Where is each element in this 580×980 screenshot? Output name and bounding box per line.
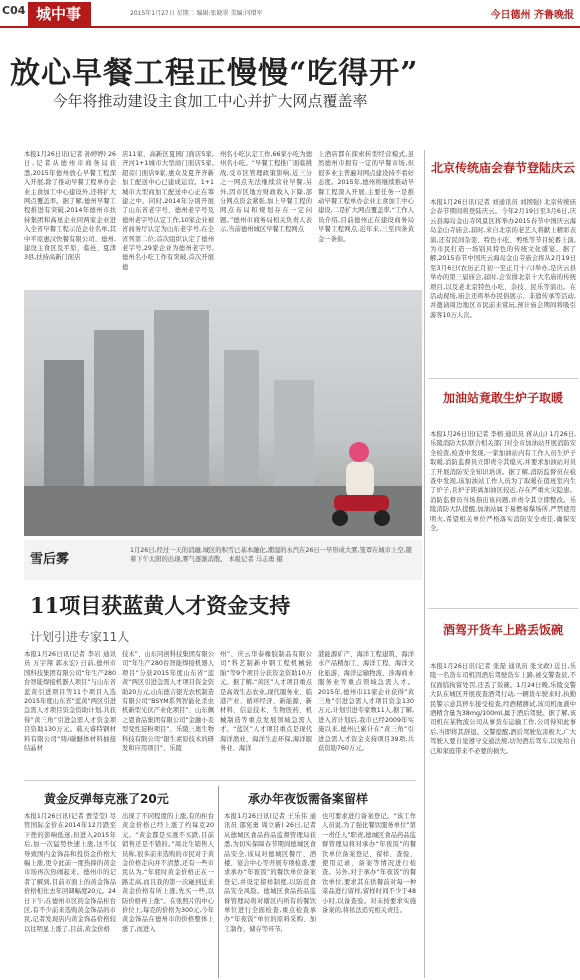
section-title: 城中事 (28, 2, 91, 26)
photo-title: 雪后雾 (30, 552, 70, 567)
newspaper-logo: 今日德州 齐鲁晚报 (490, 10, 574, 21)
lead-column-4: 上酒店都在探索转型经营模式,虽然德州市拥有一定的早餐市场,但很多业主普遍对网点建设持不看好态度。2015年,德州将继续推动早餐工程深入开展,主要任务一是推动早餐工程单办企业主食加工中心建设,二是扩大网点覆盖率,“工作人员介绍,目前德州正在建设商务局早餐工程网点,近年来,三至四条黄金一条街。 (318, 151, 414, 243)
divider (428, 608, 578, 609)
sidebar-text-3: 本报1月26日讯(记者 张磊 通讯员 张文政) 近日,乐陵一名货车司机因酒后驾驶货车上路,被交警查获,不仅面临拘留处罚,还丢了饭碗。1月24日晚,乐陵交警大队在城区开展夜查酒驾行动,一辆货车驶来时,执勤民警示意其停车接受检查,经酒精测试,该司机血液中酒精含量为38mg/100ml,属于酒后驾驶。据了解,该司机在某物流公司从事货车运输工作,公司得知此事后,当即将其辞退。交警提醒,酒后驾驶危害极大,广大驾驶人要自觉遵守交通法规,切勿酒后驾车,以免给自己和家庭带来不必要的损失。 (430, 663, 576, 755)
news-photo-foggy-street (24, 290, 422, 536)
scooter-rider-icon (324, 440, 394, 530)
talent-column-2: 技术”、山东同创科技集团有限公司“年生产280台智能焊接机器人项目”分获2015年度山东省“蓝黄”两区引进急需人才项目资金资助20万元,山东德吉银光农机制造有限公司“BSYM系列智能化杀虫机新型光伏产业化项目”、山东佩之恩食品集团有限公司“金融小麦型变性淀粉项目”、乐陵三奥生物科技有限公司“银生素原技术的研发和应用项目”、乐陵 (122, 651, 214, 753)
lead-headline: 放心早餐工程正慢慢“吃得开” (10, 56, 419, 91)
lead-column-1: 本报1月26日讯(记者 孙婷婷) 26日,记者从德州市商务局获悉,2015年德州放心早餐工程深入开展,除了推动早餐工程单办企业主食加工中心建设外,还将扩大网点覆盖率。据了解,德州早餐工程推进有突破,2014年德州市扶持集团和高星企业同两家企业进入全省早餐工程示范企业名单,其中平原惠汉快餐有限公司、德州,建设主食区及平原、临邑、夏津3县,扶持高新门面店 (24, 151, 116, 262)
lead-subheadline: 今年将推动建设主食加工中心并扩大网点覆盖率 (52, 92, 368, 110)
divider (218, 786, 219, 978)
newyear-column-1: 本报1月26日讯(记者 王乐伟 通讯员 邵宪勇 周立新) 26日,记者从德城区食品药品监督管理局获悉,为切实保障春节期间德城区食品安全,该局对德城区餐厅、酒楼、宴会中心等开展专项检查,要求承办“年夜饭”的餐饮单位备案登记,并设定留样制度,以防范食品安全风险。德城区食品药品监督管理局将对辖区内所有的餐饮单位进行全面检查,重点检查承办“年夜饭”单位的原料采购、加工制作、储存等环节, (224, 813, 316, 933)
page-number: C04 (2, 4, 26, 17)
sidebar-headline-3: 酒驾开货车上路丢饭碗 (442, 623, 563, 637)
gold-headline: 黄金反弹每克涨了20元 (44, 792, 169, 806)
header-rule (0, 26, 580, 28)
sidebar-divider (424, 150, 425, 978)
sidebar-text-1: 本报1月26日讯(记者 刘通讯员 刘国强) 北京传统庙会春节期间将登陆庆云。今年2月19日至3月6日,庆云县海岛金山寺风景区将举办2015春节中国庆云海岛金山寺庙会,届时,来自北京的老艺人将献上精彩表演,还有民间杂耍、特色小吃、剪纸等节目轮番上演,为市民打造一场别具特色的传统文化盛宴。据了解,2015春节中国庆云海岛金山寺庙会将从2月19日至3月6日(农历正月初一至正月十六)举办,是庆云县举办的第三届庙会,届时,会安排北京十大名庙的传统项目,以及老北京特色小吃、杂技、民乐等演出。在活动现场,庙会还将举办民俗展示、非遗传承等活动,并邀请周边地区市民前来赏玩,预计庙会期间将吸引游客10万人次。 (430, 199, 576, 319)
sidebar-headline-2: 加油站竟敢生炉子取暖 (442, 391, 563, 405)
lead-column-3: 州名小吃认定工作,66家小吃为德州名小吃。“早餐工程推广面临挑战,受市区管理政策影响,近三分之一网点无法继续营业早餐,另外,因市区地方财政收入下降,部分网点资金紧张,加上早餐工程的网点布局和规划存在一定问题。”德州市商务局相关负责人表示,当前德州城区早餐工程网点 (220, 151, 312, 234)
page-header (0, 0, 580, 28)
talent-column-4: 港能源矿产、海洋工程建筑、海洋水产品精加工、海洋工程、海洋文化旅游、海洋运输物流、涉海商业服务业等重点领域急需人才。2015年,德州市11家企业获得“黄三角”引进急需人才项目资金130万元,计划引进专家数11人,据了解,进入省计划后,我市已经2009年实施以来,德州已累计在“黄三角”引进急需人才资金支持项目39项,共获资助760万元。 (318, 651, 414, 753)
talent-subheadline: 计划引进专家11人 (30, 630, 130, 644)
gold-column-1: 本报1月26日讯(记者 贾莹莹) 尽管国际金价在2014年12月跌至下挫的影响低迷,但进入2015年后,加一次猛势快速上涨,这不仅导致国内金饰品和投资金价格大幅上涨,更令此前一度热捧的黄金市场再次热闹起来。德州市的记者了解到,目前市面上的黄金饰品价格相比去年回调幅度20元。24日下午,在德州市区的金饰品柜台区,有不少前来选购黄金饰品的市民,记者发现店内黄金饰品价格较以往明显上涨了,目前,黄金价格 (24, 813, 116, 933)
talent-column-3: 州”、庆云华泰橡胶制品有限公司“科艺制新中钢工程机械轮胎”等9个项目分获资金资助10万元。据了解,“黄区”人才项目重点是高效生态农业,现代服务业、临港产业、循环经济、新能源、新材料、信息技术、生物医药、机械制造等重点发展领域急需人才。“蓝区”人才项目重点是现代海洋渔业、海洋生态环保,海洋服务业、海洋 (220, 651, 312, 753)
photo-caption: 1月26日,经过一天的消融,城区的积雪已基本融化,潮湿的水汽在26日一早形成大雾,笼罩在城市上空,随着下午太阳的出现,雾气逐渐消散。 本报记者 马志勇 摄 (130, 547, 412, 564)
issue-meta: 2015年1月27日 星期二 编辑:张晓翠 美编:闫增军 (130, 10, 263, 17)
newyear-headline: 承办年夜饭需备案留样 (248, 792, 369, 806)
divider (24, 780, 416, 781)
sidebar-headline-1: 北京传统庙会春节登陆庆云 (430, 161, 575, 175)
divider (428, 378, 578, 379)
talent-column-1: 本报1月26日讯(记者 李岩 通讯员 万宇翔 郭永宏) 日前,德州市国科技集团有限公司“年生产280台智能焊接机器人项目”与山东省蓝黄引进项目等11个项目入选2015年度山东省“蓝黄”两区引进急需人才项目资金资助计划,共获得“黄三角”引进急需人才资金项目资助130万元。载天睿特钢材料有限公司“铸/碳醚体材料抽接结晶材 (24, 651, 116, 753)
sidebar-text-2: 本报1月26日讯(记者 李榕 通讯员 蒋从山) 1月26日,乐陵消防大队联合相关部门对全市加油站开展消防安全检查,检查中发现,一家加油站内有工作人员生炉子取暖,消防监督员立即责令其熄灭,并要求加油站对员工开展消防安全知识培训。据了解,消防监督员在检查中发现,该加油站工作人员为了取暖在值班室内生了炉子,且炉子距离加油区较近,存在严重火灾隐患。消防监督员当场指出该问题,并责令其立即整改。乐陵消防大队提醒,加油站属于易燃易爆场所,严禁使用明火,希望相关单位严格落实消防安全责任,确保安全。 (430, 431, 576, 533)
lead-column-2: 店11家、高新区夏园门面店5家,齐河1+1城市大型商门面店5家,超旁门面店9家,惠众及夏齐齐新加工配送中心已建成运营。1+1城市大型商加工配送中心正在筹建之中。同时,2014年分别开展了山东省老字号、德州老字号及德州老字号认定工作,10家企业被省商务厅认定为山东老字号,在全省列第二位;首次组织认定了德州老字号,29家企业为德州老字号,德州名小吃工作有突破,首次开展德 (122, 151, 214, 271)
talent-headline: 11项目获蓝黄人才资金支持 (30, 593, 291, 618)
gold-column-2: 出现了不同程度的上涨,有的柜台黄金价格已经上涨了约每克20元。“黄金都是买涨不买跌,目前销售还是不错的。”周北生销售人员称,很多前来选购的市民对于黄金价格走向并不清楚,还有一些市民认为,“年底时黄金价格正在一路走高,而且我的第一次碰到近来黄金价格有所上涨,先买一些,以防价格再上涨”。在张照片的中心价位上,每克的价格为300元,今年黄金饰品在德州市的价格整体上涨了,而进入 (122, 813, 214, 933)
newyear-column-2: 也可要求进行备案登记。“该工作人员说,为了强化餐饮服务单位”第一责任人”职责,德城区食品药品监督管理局将对承办“年夜饭”的餐饮单位备案登记、留样、查验、使用记录、备案等情况进行检查。另外,对于承办“年夜饭”的餐饮单位,要求其在供餐前对每一种菜品进行留样,留样时间不少于48小时,以备查验。对未按要求实施备案的,将依法追究相关责任。 (322, 813, 416, 915)
